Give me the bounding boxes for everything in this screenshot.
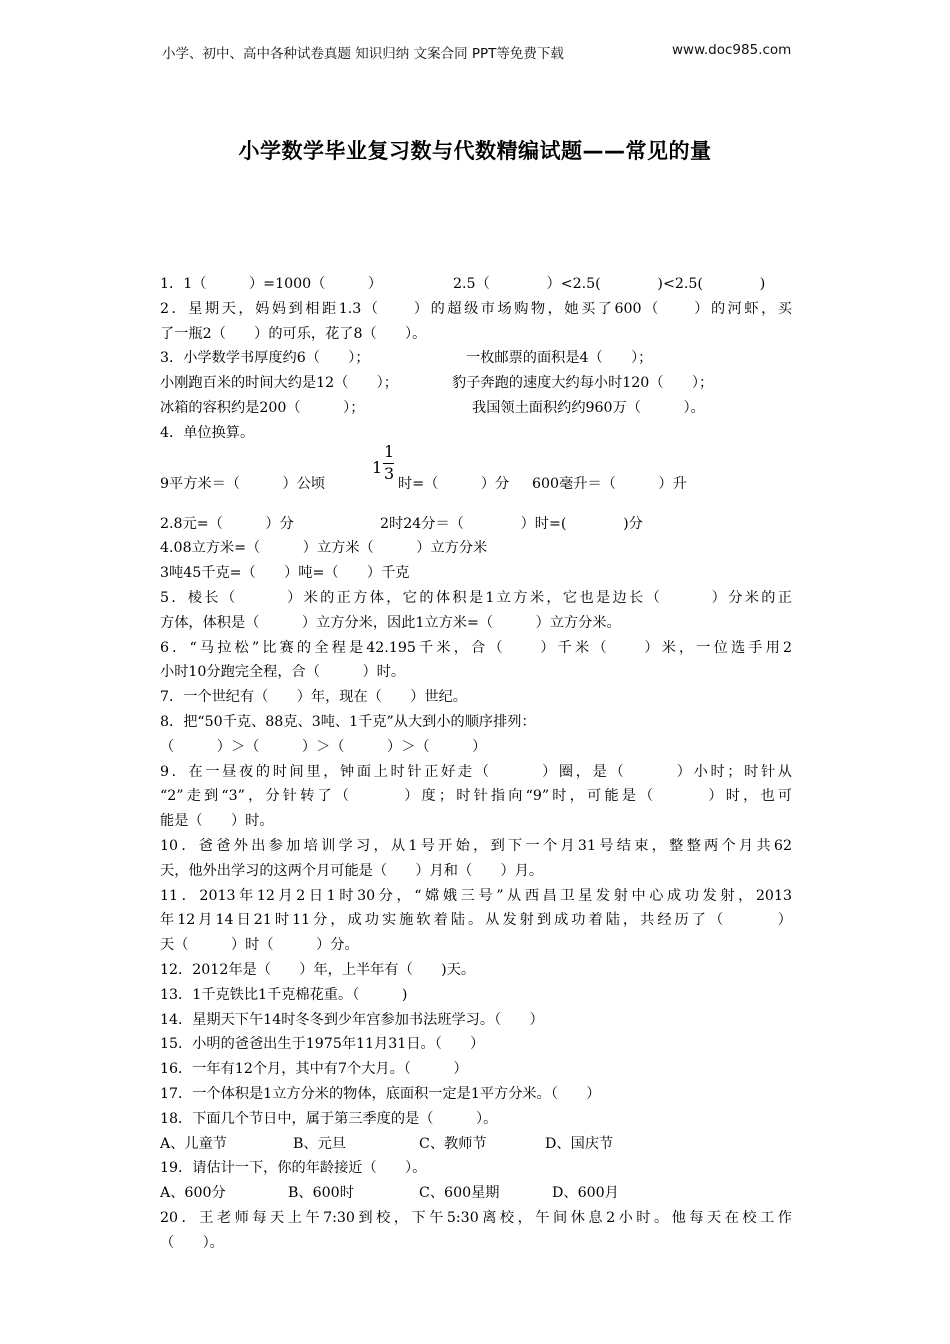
header-site[interactable]: www.doc985.com [672, 42, 792, 58]
q19-option-b: B、600时 [288, 1185, 354, 1202]
question-8-line-2: （ ）＞（ ）＞（ ）＞（ ） [160, 738, 487, 755]
spacer [160, 502, 792, 512]
question-13: 13．1千克铁比1千克棉花重。（ ) [160, 986, 408, 1003]
q4-volume-convert: 600毫升＝（ ）升 [532, 475, 687, 492]
question-19-stem: 19．请估计一下，你的年龄接近（ ）。 [160, 1160, 427, 1177]
question-5-line-2: 方体，体积是（ ）立方分米，因此1立方米=（ ）立方分米。 [160, 614, 621, 631]
question-4-row-4: 3吨45千克=（ ）吨=（ ）千克 [160, 565, 410, 582]
q19-option-d: D、600月 [552, 1185, 619, 1202]
q3-item-fridge: 冰箱的容积约是200（ ）； [160, 399, 365, 416]
q18-option-d: D、国庆节 [545, 1135, 614, 1152]
question-8-line-1: 8．把“50千克、88克、3吨、1千克”从大到小的顺序排列： [160, 713, 536, 730]
question-10-line-1: 10．爸爸外出参加培训学习，从1号开始，到下一个月31号结束，整整两个月共62 [160, 837, 792, 854]
question-3-line-2 [160, 371, 792, 396]
fraction-numerator: 1 [384, 441, 395, 461]
question-12: 12．2012年是（ ）年，上半年有（ )天。 [160, 961, 476, 978]
question-6-line-2: 小时10分跑完全程，合（ ）时。 [160, 664, 406, 681]
q19-option-a: A、600分 [160, 1185, 226, 1202]
question-2-line-1: 2．星期天，妈妈到相距1.3（ ）的超级市场购物，她买了600（ ）的河虾，买 [160, 300, 792, 317]
question-20-line-2: （ ）。 [160, 1234, 224, 1251]
question-4-row-1 [160, 441, 792, 502]
question-4-row-3: 4.08立方米=（ ）立方米（ ）立方分米 [160, 540, 488, 557]
header-text: 小学、初中、高中各种试卷真题 知识归纳 文案合同 PPT等免费下载 [162, 46, 564, 62]
question-11-line-3: 天（ ）时（ ）分。 [160, 937, 359, 954]
question-20-line-1: 20．王老师每天上午7:30到校，下午5:30离校，午间休息2小时。他每天在校工作 [160, 1209, 792, 1226]
question-19-options [160, 1181, 792, 1206]
question-15: 15．小明的爸爸出生于1975年11月31日。（ ） [160, 1036, 485, 1053]
fraction-whole: 1 [372, 457, 383, 477]
q1-part-b: 2.5（ ）<2.5( )<2.5( ) [453, 276, 766, 292]
question-7: 7．一个世纪有（ ）年，现在（ ）世纪。 [160, 689, 467, 706]
q3-item-book: 3．小学数学书厚度约6（ ）； [160, 350, 370, 367]
question-16: 16．一年有12个月，其中有7个大月。（ ） [160, 1061, 468, 1078]
q4-area-convert: 9平方米＝（ ）公顷 [160, 475, 326, 492]
q18-option-b: B、元旦 [293, 1135, 346, 1152]
question-9-line-1: 9．在一昼夜的时间里，钟面上时针正好走（ ）圈，是（ ）小时；时针从 [160, 763, 792, 780]
question-3-line-1 [160, 346, 792, 371]
question-3-line-3 [160, 396, 792, 421]
question-9-line-3: 能是（ ）时。 [160, 813, 274, 830]
question-4-heading: 4．单位换算。 [160, 424, 255, 441]
question-4-row-2 [160, 512, 792, 537]
question-10-line-2: 天，他外出学习的这两个月可能是（ ）月和（ ）月。 [160, 862, 544, 879]
q3-item-run: 小刚跑百米的时间大约是12（ ）； [160, 375, 398, 392]
question-1 [160, 272, 792, 297]
question-14: 14．星期天下午14时冬冬到少年宫参加书法班学习。（ ） [160, 1011, 544, 1028]
q3-item-stamp: 一枚邮票的面积是4（ ）； [466, 350, 653, 367]
fraction-denominator: 3 [384, 463, 395, 483]
q4-money-convert: 2.8元=（ ）分 [160, 515, 294, 532]
question-11-line-2: 年12月14日21时11分，成功实施软着陆。从发射到成功着陆，共经历了（ ） [160, 912, 792, 929]
question-17: 17．一个体积是1立方分米的物体，底面积一定是1平方分米。（ ） [160, 1085, 601, 1102]
q4-time-convert: 时=（ ）分 [398, 475, 510, 492]
q3-item-land: 我国领土面积约约960万（ ）。 [472, 399, 705, 416]
page-header [162, 42, 792, 62]
question-9-line-2: “2”走到“3”，分针转了（ ）度；时针指向“9”时，可能是（ ）时，也可 [160, 788, 792, 805]
question-6-line-1: 6．“马拉松”比赛的全程是42.195千米，合（ ）千米（ ）米，一位选手用2 [160, 639, 792, 656]
question-list [160, 272, 792, 1255]
q18-option-c: C、教师节 [419, 1135, 487, 1152]
q19-option-c: C、600星期 [419, 1185, 500, 1202]
question-2-line-2: 了一瓶2（ ）的可乐，花了8（ ）。 [160, 325, 427, 342]
q1-part-a: 1．1（ ）=1000（ ） [160, 276, 383, 292]
question-11-line-1: 11．2013年12月2日1时30分，“嫦娥三号”从西昌卫星发射中心成功发射，2013 [160, 887, 792, 904]
question-18-options [160, 1132, 792, 1157]
q4-hours-convert: 2时24分＝（ ）时=( )分 [380, 515, 643, 532]
q3-item-leopard: 豹子奔跑的速度大约每小时120（ ）； [452, 375, 714, 392]
q18-option-a: A、儿童节 [160, 1135, 227, 1152]
question-5-line-1: 5．棱长（ ）米的正方体，它的体积是1立方米，它也是边长（ ）分米的正 [160, 589, 792, 606]
question-18-stem: 18．下面几个节日中，属于第三季度的是（ ）。 [160, 1110, 498, 1127]
page-title: 小学数学毕业复习数与代数精编试题——常见的量 [238, 139, 712, 163]
